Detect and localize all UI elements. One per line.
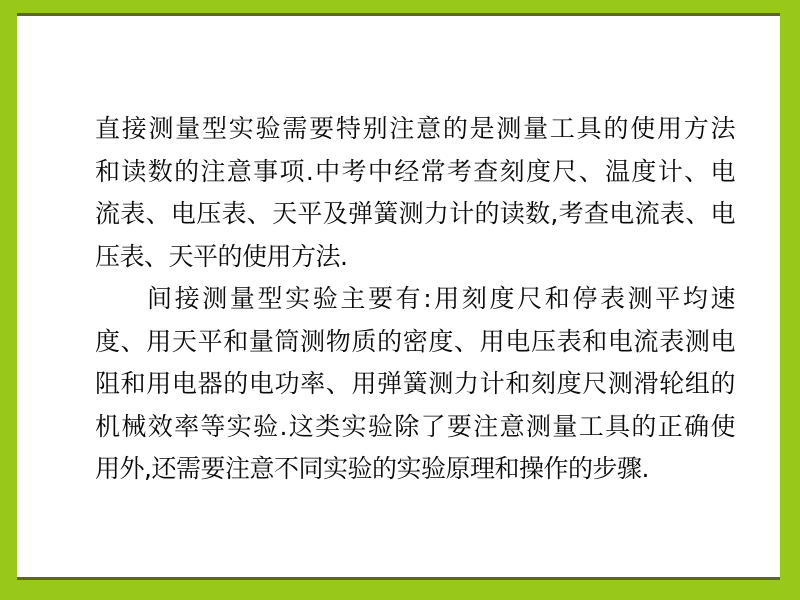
text-line: 和读数的注意事项.中考中经常考查刻度尺、温度计、电 [95,156,735,186]
text-line: 流表、电压表、天平及弹簧测力计的读数,考查电流表、电 [95,199,735,228]
text-line: 度、用天平和量筒测物质的密度、用电压表和电流表测电 [95,326,735,356]
slide-body-text [95,108,735,491]
paragraph-direct-measurement [95,108,735,278]
text-line: 压表、天平的使用方法. [95,241,348,271]
text-line: 直接测量型实验需要特别注意的是测量工具的使用方法 [95,114,735,143]
text-line: 间接测量型实验主要有:用刻度尺和停表测平均速 [147,284,735,313]
paragraph-indirect-measurement [95,278,735,491]
text-line: 用外,还需要注意不同实验的实验原理和操作的步骤. [95,454,649,483]
text-line: 阻和用电器的电功率、用弹簧测力计和刻度尺测滑轮组的 [95,369,735,398]
text-line: 机械效率等实验.这类实验除了要注意测量工具的正确使 [95,411,735,441]
